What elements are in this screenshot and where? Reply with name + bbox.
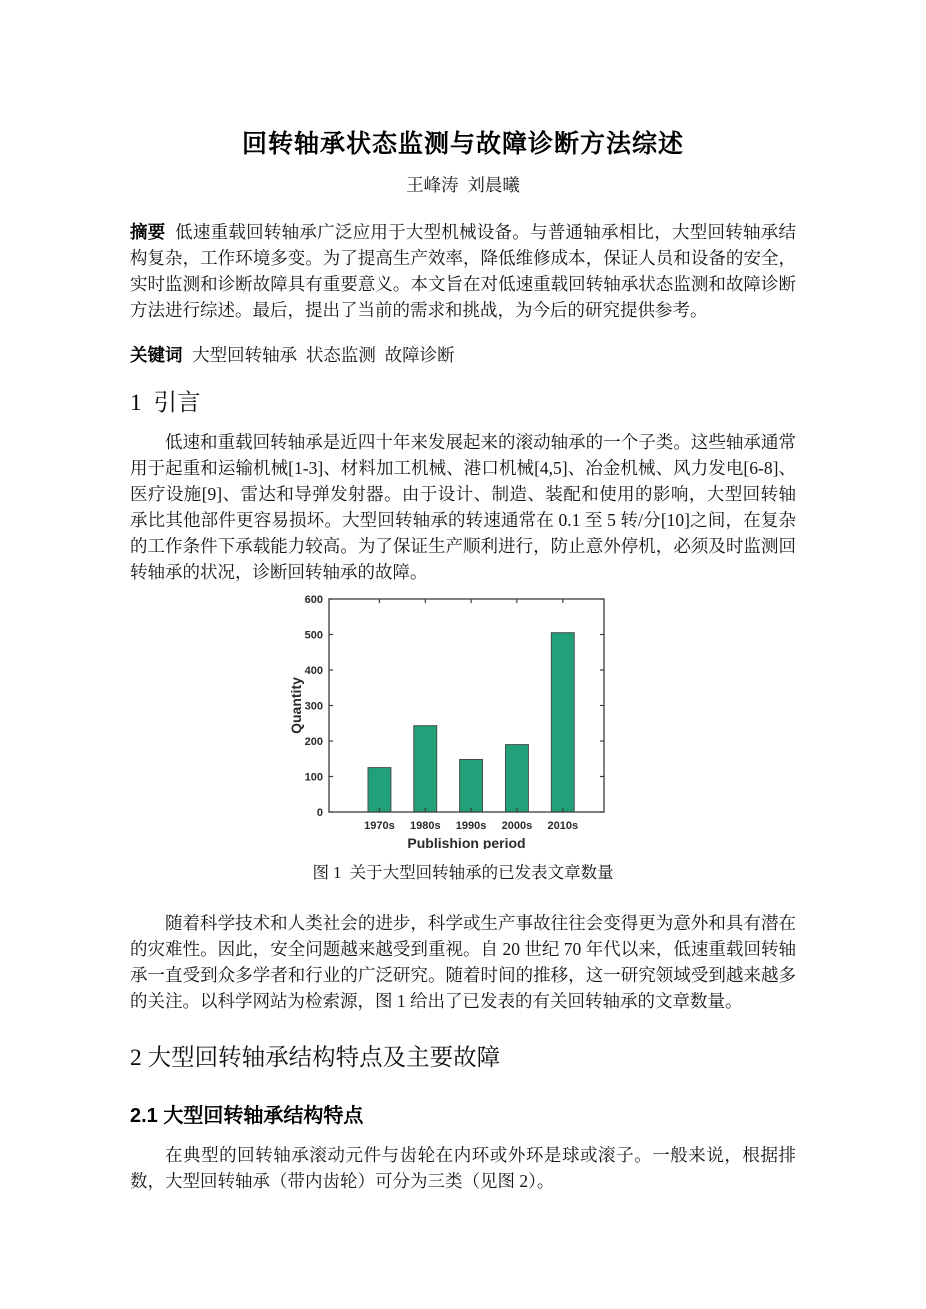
- svg-text:200: 200: [304, 736, 323, 748]
- svg-text:2000s: 2000s: [501, 820, 533, 832]
- svg-text:0: 0: [316, 807, 323, 819]
- abstract-text: 低速重载回转轴承广泛应用于大型机械设备。与普通轴承相比，大型回转轴承结构复杂，工作环境多变。为了提高生产效率，降低维修成本，保证人员和设备的安全，实时监测和诊断故障具有重要意义。本文旨在对低速重载回转轴承状态监测和故障诊断方法进行综述。最后，提出了当前的需求和挑战，为今后的研究提供参考。: [130, 222, 797, 320]
- section1-paragraph-2: 随着科学技术和人类社会的进步，科学或生产事故往往会变得更为意外和具有潜在的灾难性。因此，安全问题越来越受到重视。自 20 世纪 70 年代以来，低速重载回转轴承一直受到众多学者和行业的广泛研究。随着时间的推移，这一研究领域受到越来越多的关注。以科学网站为检索源，图 1 给出了已发表的有关回转轴承的文章数量。: [130, 913, 796, 1011]
- svg-text:Publishion period: Publishion period: [407, 835, 526, 849]
- keywords-paragraph: [130, 342, 796, 368]
- keywords-label: 关键词: [130, 345, 183, 365]
- abstract-label: 摘要: [130, 222, 166, 242]
- svg-text:100: 100: [304, 771, 323, 784]
- figure1-caption: 图 1 关于大型回转轴承的已发表文章数量: [312, 863, 614, 882]
- abstract-paragraph: [130, 219, 796, 323]
- section2-heading: 2 大型回转轴承结构特点及主要故障: [130, 1045, 501, 1071]
- keywords-text: 大型回转轴承 状态监测 故障诊断: [192, 345, 455, 365]
- svg-text:1990s: 1990s: [455, 820, 487, 832]
- svg-text:300: 300: [304, 700, 323, 713]
- svg-text:600: 600: [304, 594, 323, 606]
- section1-paragraph-1: 低速和重载回转轴承是近四十年来发展起来的滚动轴承的一个子类。这些轴承通常用于起重和运输机械[1-3]、材料加工机械、港口机械[4,5]、冶金机械、风力发电[6-8]、医疗设施[9]、雷达和导弹发射器。由于设计、制造、装配和使用的影响，大型回转轴承比其他部件更容易损坏。大型回转轴承的转速通常在 0.1 至 5 转/分[10]之间，在复杂的工作条件下承载能力较高。为了保证生产顺利进行，防止意外停机，必须及时监测回转轴承的状况，诊断回转轴承的故障。: [130, 432, 796, 582]
- svg-text:Quantity: Quantity: [288, 677, 304, 734]
- bar-chart-svg: [288, 589, 638, 849]
- paper-title: 回转轴承状态监测与故障诊断方法综述: [241, 130, 684, 158]
- svg-text:400: 400: [304, 665, 323, 677]
- figure1-bar-chart: [288, 589, 638, 849]
- section1-heading: 1 引言: [130, 390, 201, 416]
- svg-text:500: 500: [304, 629, 323, 642]
- section21-paragraph: 在典型的回转轴承滚动元件与齿轮在内环或外环是球或滚子。一般来说，根据排数，大型回转轴承（带内齿轮）可分为三类（见图 2）。: [130, 1145, 796, 1191]
- paper-authors: 王峰涛 刘晨曦: [406, 175, 520, 195]
- figure1: [130, 589, 796, 883]
- svg-text:1970s: 1970s: [364, 820, 395, 832]
- svg-text:1980s: 1980s: [410, 820, 441, 832]
- paper-content: [130, 0, 796, 1194]
- svg-text:2010s: 2010s: [547, 820, 579, 832]
- section21-heading: 2.1 大型回转轴承结构特点: [130, 1105, 364, 1127]
